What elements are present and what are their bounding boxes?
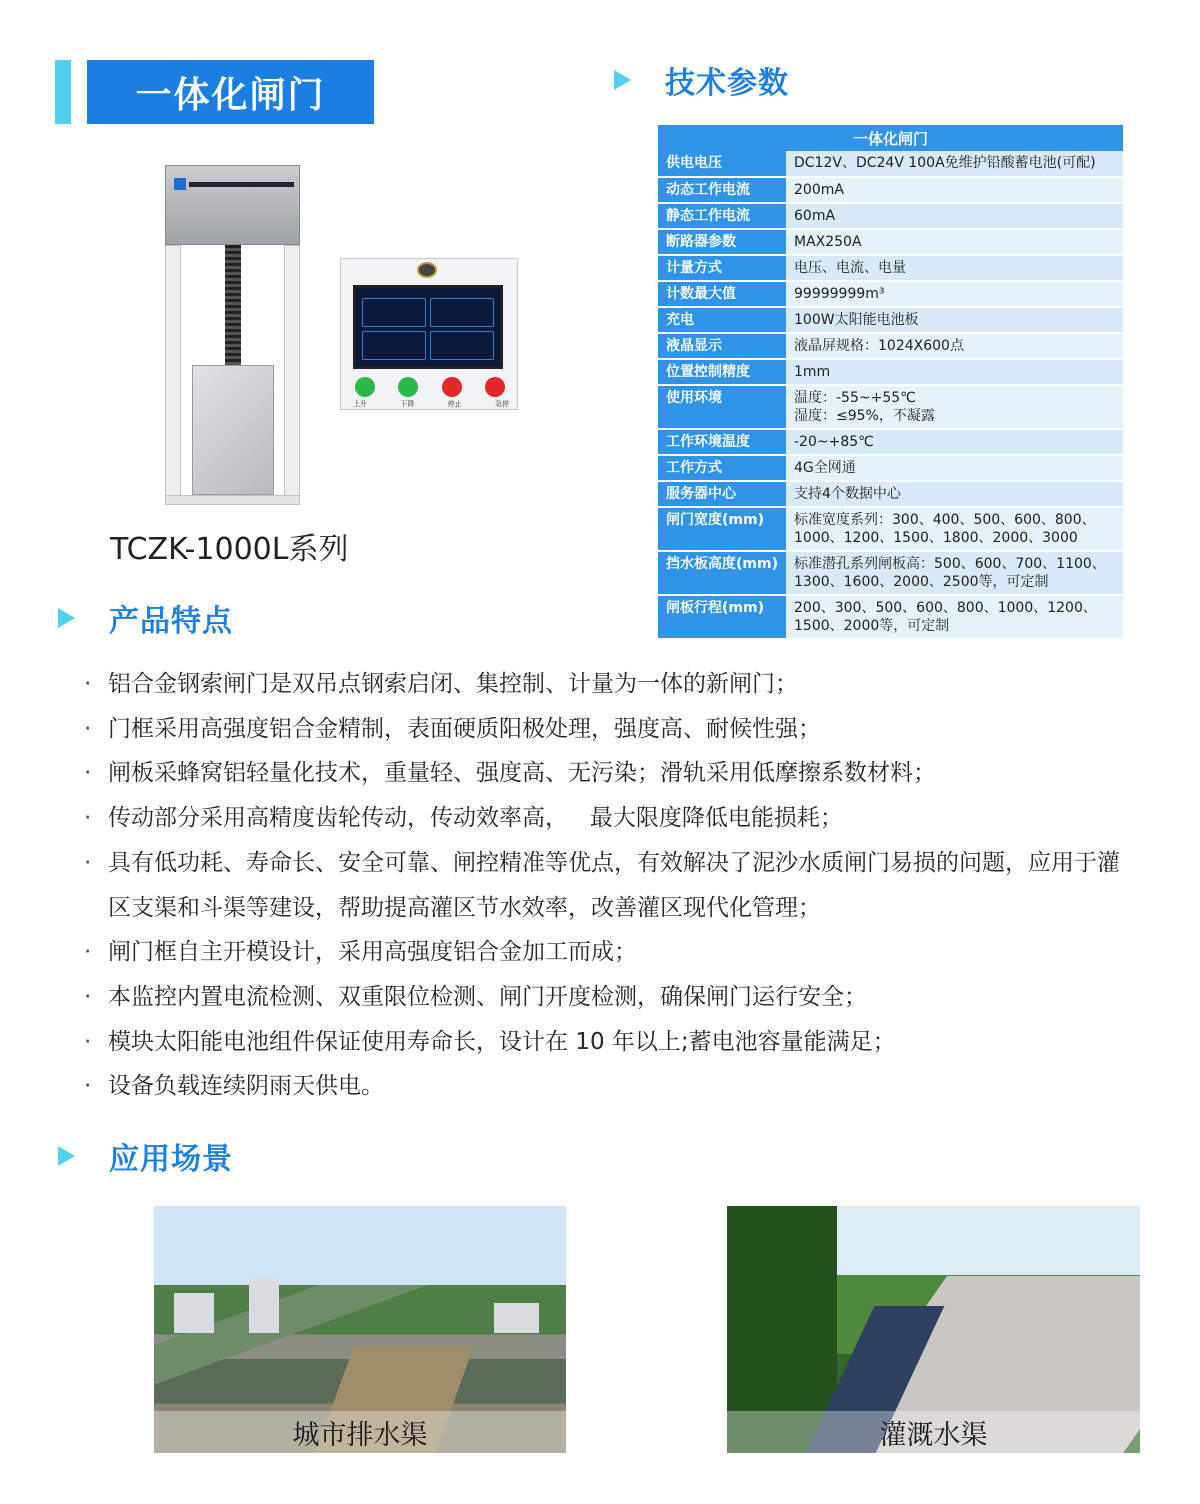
spec-value: [786, 307, 1123, 333]
spec-value-line: 标准潜孔系列闸板高：500、600、700、1100、: [794, 556, 1106, 572]
spec-value: [786, 429, 1123, 455]
spec-value: [786, 177, 1123, 203]
spec-value-line: 标准宽度系列：300、400、500、600、800、: [794, 512, 1096, 528]
spec-key: 闸门宽度(mm): [658, 507, 786, 551]
spec-key: 位置控制精度: [658, 359, 786, 385]
spec-row: [658, 551, 1123, 595]
features-heading-text: 产品特点: [109, 604, 233, 639]
gate-frame-right: [284, 245, 300, 505]
spec-key: 服务器中心: [658, 481, 786, 507]
panel-buttons: [355, 377, 505, 397]
page-title: 一体化闸门: [87, 60, 374, 124]
spec-value-line: 60mA: [794, 208, 836, 224]
spec-key: 计量方式: [658, 255, 786, 281]
spec-row: [658, 281, 1123, 307]
spec-value-line: 200mA: [794, 182, 844, 198]
spec-row: [658, 255, 1123, 281]
gate-product-image: [165, 165, 300, 505]
spec-key: 工作环境温度: [658, 429, 786, 455]
spec-key: 挡水板高度(mm): [658, 551, 786, 595]
triangle-bullet-icon: [58, 1146, 75, 1166]
spec-value-line: MAX250A: [794, 234, 862, 250]
specs-table-body: [658, 151, 1123, 639]
spec-value-line: 液晶屏规格：1024X600点: [794, 338, 964, 354]
spec-value-line: 湿度：≤95%，不凝露: [794, 408, 935, 424]
feature-item: · 闸板采蜂窝铝轻量化技术，重量轻、强度高、无污染；滑轨采用低摩擦系数材料；: [84, 751, 1134, 796]
spec-value-line: 200、300、500、600、800、1000、1200、: [794, 600, 1097, 616]
spec-row: [658, 229, 1123, 255]
spec-value-line: 1000、1200、1500、1800、2000、3000: [794, 530, 1078, 546]
spec-value: [786, 481, 1123, 507]
spec-value: [786, 203, 1123, 229]
spec-value: [786, 551, 1123, 595]
stop-button-icon: [442, 377, 462, 397]
control-panel-image: [340, 258, 518, 410]
spec-value-line: 99999999m³: [794, 286, 885, 302]
feature-item: · 本监控内置电流检测、双重限位检测、闸门开度检测，确保闸门运行安全；: [84, 975, 1134, 1020]
specs-table: [658, 125, 1123, 640]
spec-key: 充电: [658, 307, 786, 333]
spec-value-line: 4G全网通: [794, 460, 856, 476]
spec-value-line: 1300、1600、2000、2500等，可定制: [794, 574, 1049, 590]
spec-key: 动态工作电流: [658, 177, 786, 203]
photo-caption: 城市排水渠: [154, 1411, 566, 1453]
specs-table-title: 一体化闸门: [658, 125, 1123, 151]
spec-key: 计数最大值: [658, 281, 786, 307]
spec-row: [658, 151, 1123, 177]
raise-button-icon: [355, 377, 375, 397]
spec-value: [786, 359, 1123, 385]
spec-row: [658, 507, 1123, 551]
spec-value-line: -20~+85℃: [794, 434, 874, 450]
urban-drainage-photo: [154, 1206, 566, 1453]
gate-frame-bottom: [165, 495, 300, 505]
feature-item: · 门框采用高强度铝合金精制，表面硬质阳极处理，强度高、耐候性强；: [84, 707, 1134, 752]
spec-key: 断路器参数: [658, 229, 786, 255]
spec-key: 工作方式: [658, 455, 786, 481]
emergency-stop-button-icon: [485, 377, 505, 397]
spec-value: [786, 455, 1123, 481]
spec-row: [658, 595, 1123, 639]
panel-label-stop: 停止: [447, 400, 462, 408]
feature-item: · 闸门框自主开模设计，采用高强度铝合金加工而成；: [84, 930, 1134, 975]
spec-value-line: 1mm: [794, 364, 831, 380]
spec-value: [786, 507, 1123, 551]
spec-key: 闸板行程(mm): [658, 595, 786, 639]
feature-item: · 模块太阳能电池组件保证使用寿命长，设计在 10 年以上;蓄电池容量能满足；: [84, 1020, 1134, 1065]
triangle-bullet-icon: [614, 70, 631, 90]
title-accent-bar: [55, 60, 71, 124]
gate-lead-screw: [225, 245, 241, 365]
spec-value-line: 100W太阳能电池板: [794, 312, 919, 328]
feature-item: · 具有低功耗、寿命长、安全可靠、闸控精准等优点，有效解决了泥沙水质闸门易损的问题，应用于灌区支渠和斗渠等建设，帮助提高灌区节水效率，改善灌区现代化管理；: [84, 841, 1134, 930]
spec-row: [658, 429, 1123, 455]
triangle-bullet-icon: [58, 608, 75, 628]
feature-item: · 传动部分采用高精度齿轮传动，传动效率高， 最大限度降低电能损耗；: [84, 796, 1134, 841]
spec-key: 供电电压: [658, 151, 786, 177]
application-heading: [58, 1134, 233, 1178]
panel-button-labels: [353, 399, 509, 409]
gate-frame-left: [165, 245, 181, 505]
panel-lcd-screen: [353, 285, 503, 369]
tech-params-heading-text: 技术参数: [665, 66, 789, 101]
spec-row: [658, 359, 1123, 385]
panel-indicator-knob: [417, 262, 437, 278]
feature-item: · 设备负载连续阴雨天供电。: [84, 1064, 1134, 1109]
spec-row: [658, 333, 1123, 359]
lower-button-icon: [398, 377, 418, 397]
spec-row: [658, 481, 1123, 507]
features-heading: [58, 596, 233, 640]
application-heading-text: 应用场景: [109, 1142, 233, 1177]
spec-row: [658, 177, 1123, 203]
panel-label-estop: 急停: [494, 400, 509, 408]
spec-value-line: 电压、电流、电量: [794, 260, 906, 276]
company-logo: [174, 178, 294, 190]
spec-value-line: 支持4个数据中心: [794, 486, 901, 502]
spec-value: [786, 333, 1123, 359]
spec-value-line: 1500、2000等，可定制: [794, 618, 950, 634]
spec-key: 液晶显示: [658, 333, 786, 359]
spec-value: [786, 595, 1123, 639]
photo-caption: 灌溉水渠: [727, 1411, 1140, 1453]
spec-value: [786, 151, 1123, 177]
spec-key: 静态工作电流: [658, 203, 786, 229]
spec-row: [658, 307, 1123, 333]
spec-value-line: 温度：-55~+55℃: [794, 390, 916, 406]
spec-row: [658, 203, 1123, 229]
spec-value-line: DC12V、DC24V 100A免维护铅酸蓄电池(可配): [794, 155, 1096, 171]
spec-value: [786, 385, 1123, 429]
features-list: [84, 662, 1134, 1109]
tech-params-heading: [614, 58, 789, 102]
spec-key: 使用环境: [658, 385, 786, 429]
spec-value: [786, 281, 1123, 307]
feature-item: · 铝合金钢索闸门是双吊点钢索启闭、集控制、计量为一体的新闸门；: [84, 662, 1134, 707]
panel-label-raise: 上升: [353, 400, 367, 408]
spec-value: [786, 229, 1123, 255]
gate-plate: [192, 365, 274, 495]
spec-row: [658, 385, 1123, 429]
spec-value: [786, 255, 1123, 281]
spec-row: [658, 455, 1123, 481]
product-model: TCZK-1000L系列: [110, 532, 349, 567]
irrigation-canal-photo: [727, 1206, 1140, 1453]
gate-housing: [165, 165, 300, 245]
panel-label-lower: 下降: [400, 400, 415, 408]
